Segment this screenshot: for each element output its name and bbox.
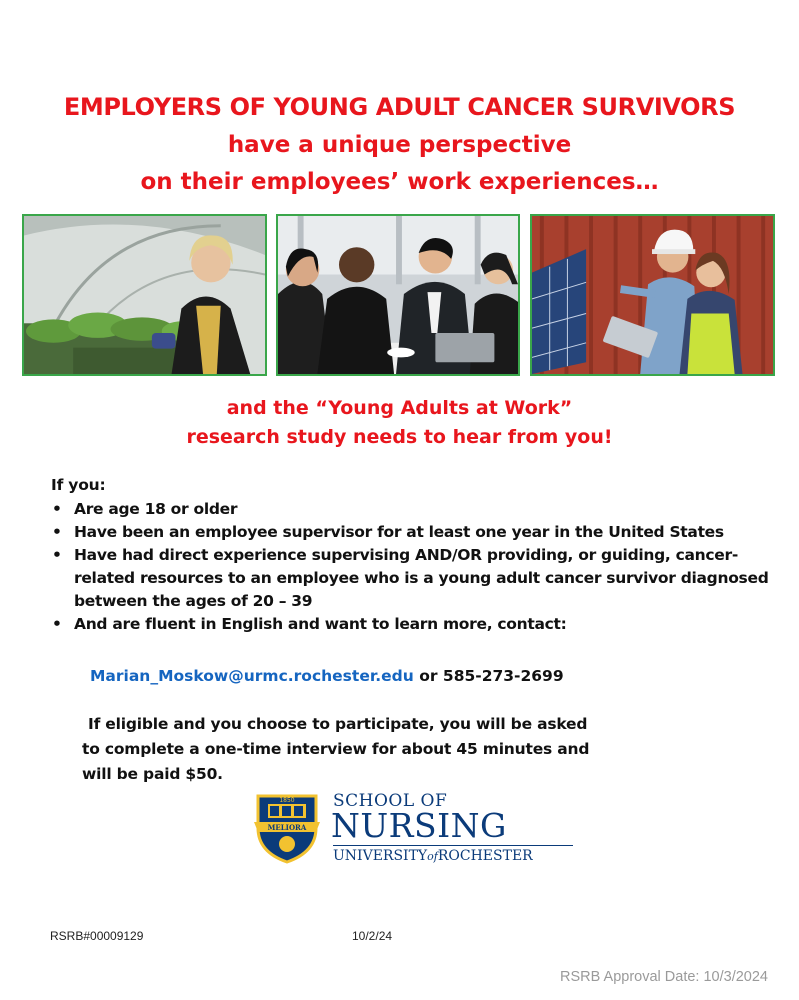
headline-line-2: have a unique perspective [227,132,572,158]
subhead-line-1: and the “Young Adults at Work” [226,397,573,419]
participation-note [82,712,642,787]
seal-motto: MELIORA [267,823,307,832]
logo-university [333,848,533,864]
photo-greenhouse-worker [22,214,267,376]
footer-date: 10/2/24 [352,929,393,943]
contact-email-link[interactable]: Marian_Moskow@urmc.rochester.edu [90,667,414,685]
photo-solar-engineers [530,214,775,376]
logo-university-word: UNIVERSITY [333,848,428,864]
participation-line-1: If eligible and you choose to participate, you will be asked [88,715,588,733]
logo-nursing: NURSING [331,806,507,845]
headline-line-3: on their employees’ work experiences… [140,169,659,195]
criterion-english: • And are fluent in English and want to learn more, contact: [51,613,786,636]
contact-line [90,667,564,685]
contact-separator: or [419,667,438,685]
logo-divider [333,845,573,846]
headline-line-1: EMPLOYERS OF YOUNG ADULT CANCER SURVIVORS [63,93,736,121]
criterion-supervisor: • Have been an employee supervisor for at least one year in the United States [51,521,786,544]
contact-phone: 585-273-2699 [442,667,564,685]
participation-line-2: to complete a one-time interview for about 45 minutes and [82,740,590,758]
seal-year: 1850 [279,797,295,804]
criterion-experience: • Have had direct experience supervising AND/OR providing, or guiding, cancer-related resources to an employee who is a young adult cancer survivor diagnosed between the ages of 20 – 39 [51,544,786,613]
criterion-age: • Are age 18 or older [51,498,786,521]
photo-office-meeting [276,214,520,376]
logo-school-of: SCHOOL OF [333,791,448,811]
university-seal-icon [252,792,322,864]
subhead-line-2: research study needs to hear from you! [186,426,613,448]
participation-line-3: will be paid $50. [82,765,223,783]
logo-rochester-word: ROCHESTER [437,848,533,864]
rsrb-approval-date: RSRB Approval Date: 10/3/2024 [560,969,768,985]
rsrb-number: RSRB#00009129 [50,929,144,943]
logo-of-word: of [427,850,438,863]
eligibility-intro: If you: [51,476,106,494]
eligibility-criteria-list [51,498,786,636]
